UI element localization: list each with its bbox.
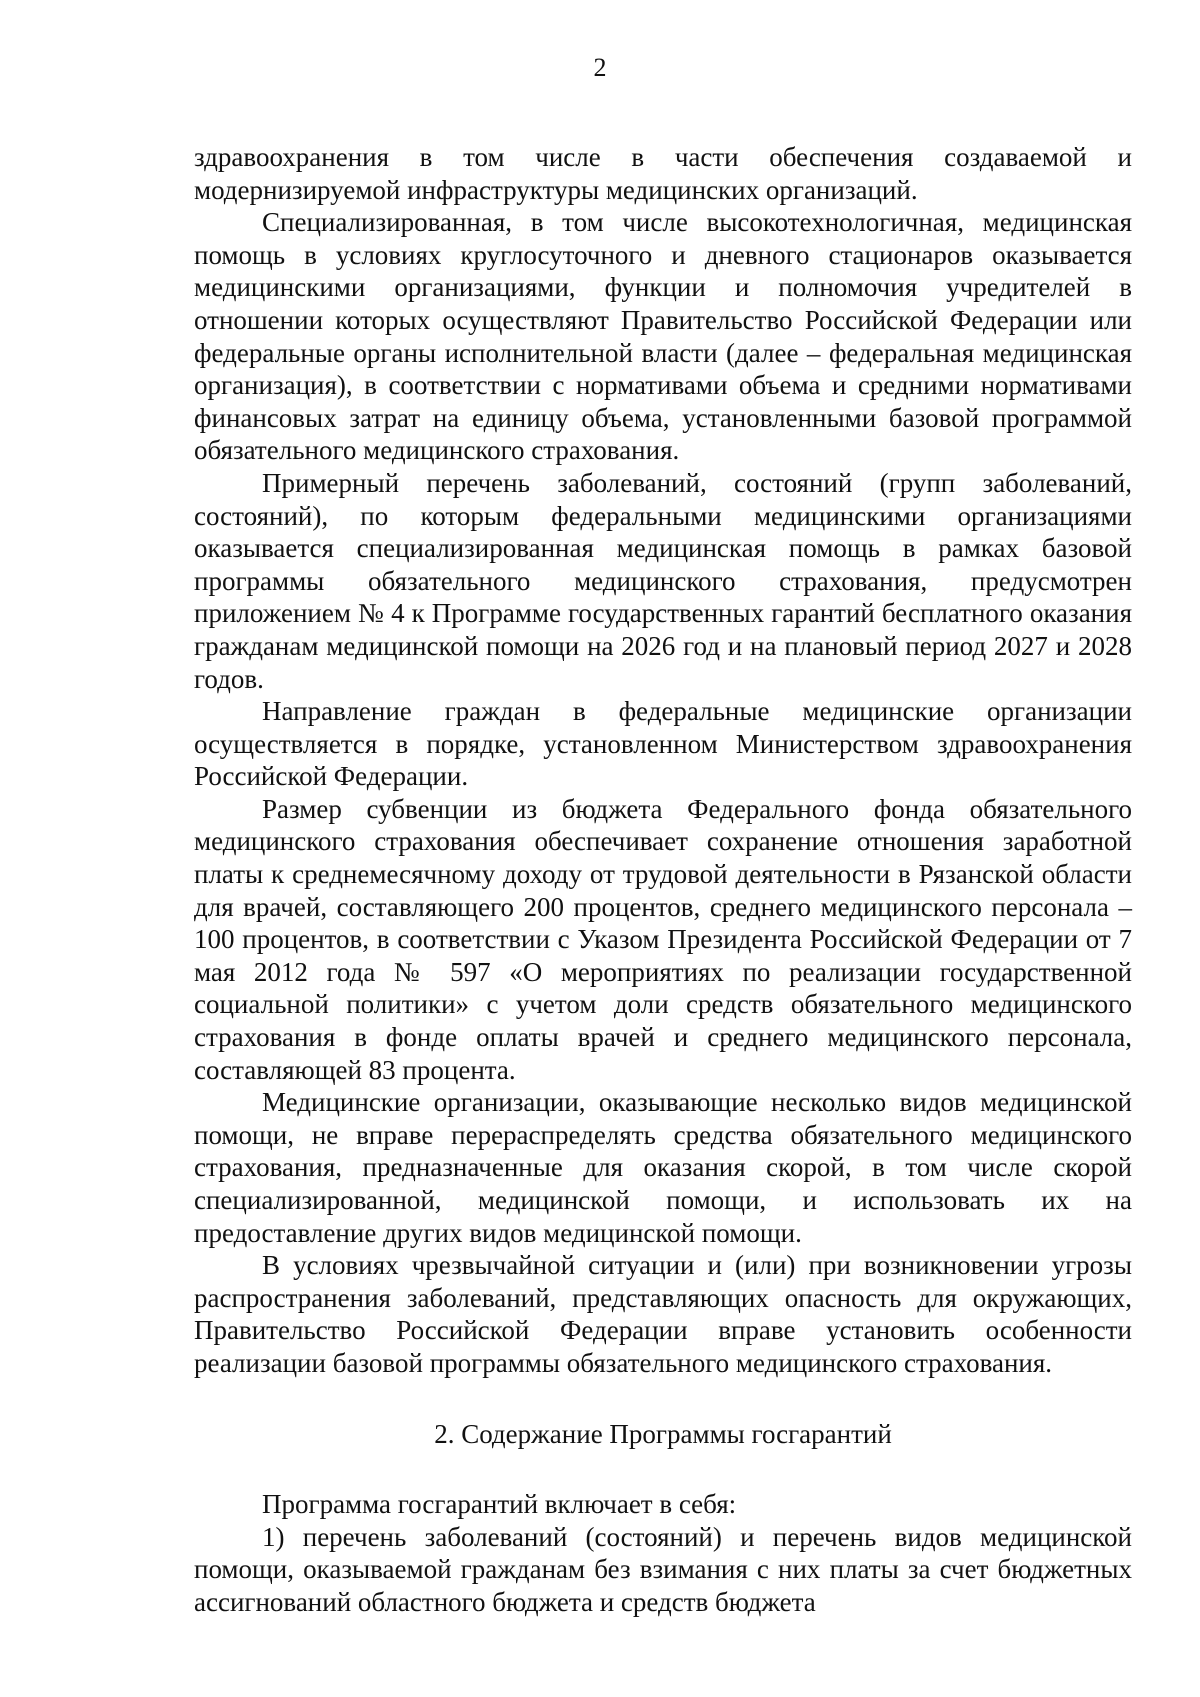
page-number: 2 [593,53,607,82]
paragraph-program-includes: Программа госгарантий включает в себя: [262,1489,737,1520]
paragraph-redistribution: Медицинские организации, оказывающие несколько видов медицинской помощи, не вправе перераспределять средства обязательного медицинского страхования, предназначенные для оказания скорой, в том числе скорой специализированной, медицинской помощи, и использовать их на предоставление других видов медицинской помощи. [194,1087,1132,1248]
paragraph-referral: Направление граждан в федеральные медицинские организации осуществляется в порядке, установленном Министерством здравоохранения Российской Федерации. [194,696,1132,792]
paragraph-disease-list: Примерный перечень заболеваний, состояний (групп заболеваний, состояний), по которым федеральными медицинскими организациями оказывается специализированная медицинская помощь в рамках базовой программы обязательного медицинского страхования, предусмотрен приложением № 4 к Программе государственных гарантий бесплатного оказания гражданам медицинской помощи на 2026 год и на плановый период 2027 и 2028 годов. [194,467,1132,694]
paragraph-specialized-care: Специализированная, в том числе высокотехнологичная, медицинская помощь в условиях круглосуточного и дневного стационаров оказывается медицинскими организациями, функции и полномочия учредителей в отношении которых осуществляют Правительство Российской Федерации или федеральные органы исполнительной власти (далее – федеральная медицинская организация), в соответствии с нормативами объема и средними нормативами финансовых затрат на единицу объема, установленными базовой программой обязательного медицинского страхования. [194,207,1132,466]
paragraph-emergency: В условиях чрезвычайной ситуации и (или) при возникновении угрозы распространения заболеваний, представляющих опасность для окружающих, Правительство Российской Федерации вправе установить особенности реализации базовой программы обязательного медицинского страхования. [194,1250,1132,1378]
document-body [194,141,1132,1619]
paragraph-list-item-1: 1) перечень заболеваний (состояний) и перечень видов медицинской помощи, оказываемой гражданам без взимания с них платы за счет бюджетных ассигнований областного бюджета и средств бюджета [194,1521,1132,1617]
section-heading: 2. Содержание Программы госгарантий [434,1418,892,1449]
paragraph-continued: здравоохранения в том числе в части обеспечения создаваемой и модернизируемой инфраструктуры медицинских организаций. [194,142,1132,205]
paragraph-subvention: Размер субвенции из бюджета Федерального фонда обязательного медицинского страхования обеспечивает сохранение отношения заработной платы к среднемесячному доходу от трудовой деятельности в Рязанской области для врачей, составляющего 200 процентов, среднего медицинского персонала – 100 процентов, в соответствии с Указом Президента Российской Федерации от 7 мая 2012 года № 597 «О мероприятиях по реализации государственной социальной политики» с учетом доли средств обязательного медицинского страхования в фонде оплаты врачей и среднего медицинского персонала, составляющей 83 процента. [194,793,1132,1085]
